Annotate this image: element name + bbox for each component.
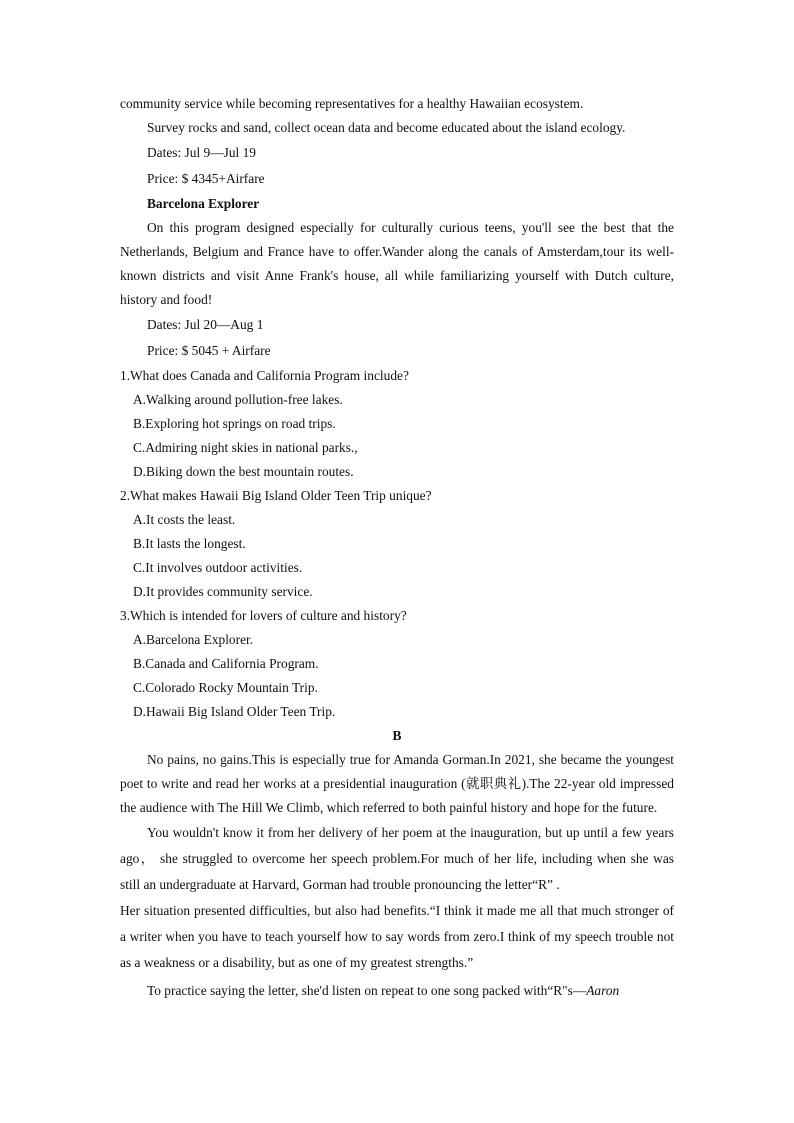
passage-b-paragraph-4 bbox=[120, 978, 674, 1004]
question-1-option-b: B.Exploring hot springs on road trips. bbox=[133, 416, 336, 431]
question-2-option-b: B.It lasts the longest. bbox=[133, 536, 246, 551]
question-3-option-b: B.Canada and California Program. bbox=[133, 656, 319, 671]
question-1-option-d: D.Biking down the best mountain routes. bbox=[133, 464, 354, 479]
question-3 bbox=[120, 604, 674, 724]
question-1-options bbox=[120, 388, 674, 484]
question-2-option-c: C.It involves outdoor activities. bbox=[133, 560, 303, 575]
passage-b-paragraph-3: Her situation presented difficulties, but also had benefits.“I think it made me all that much stronger of a writer when you have to teach yourself how to say words from zero.I think of my speech trouble not as a weakness or a disability, but as one of my greatest strengths.” bbox=[120, 903, 674, 970]
question-2-option-d: D.It provides community service. bbox=[133, 584, 313, 599]
passage-b-paragraph-2: You wouldn't know it from her delivery of her poem at the inauguration, but up until a few years ago， she struggled to overcome her speech problem.For much of her life, including when she was still an undergraduate at Harvard, Gorman had trouble pronouncing the letter“R” . bbox=[120, 825, 674, 892]
barcelona-explorer-description: On this program designed especially for culturally curious teens, you'll see the best that the Netherlands, Belgium and France have to offer.Wander along the canals of Amsterdam,tour its well-known districts and visit Anne Frank's house, all while familiarizing yourself with Dutch culture, history and food! bbox=[120, 220, 674, 307]
barcelona-explorer-price: Price: $ 5045 + Airfare bbox=[147, 343, 271, 358]
question-1-stem: 1.What does Canada and California Program include? bbox=[120, 368, 409, 383]
question-3-option-a: A.Barcelona Explorer. bbox=[133, 632, 254, 647]
question-1-option-c: C.Admiring night skies in national parks., bbox=[133, 440, 358, 455]
passage-b-letter: B bbox=[392, 728, 402, 743]
question-2 bbox=[120, 484, 674, 604]
question-2-options bbox=[120, 508, 674, 604]
hawaii-trip-price: Price: $ 4345+Airfare bbox=[147, 171, 265, 186]
question-3-stem: 3.Which is intended for lovers of culture and history? bbox=[120, 608, 407, 623]
question-2-stem: 2.What makes Hawaii Big Island Older Teen Trip unique? bbox=[120, 488, 432, 503]
question-1-option-a: A.Walking around pollution-free lakes. bbox=[133, 392, 343, 407]
question-1 bbox=[120, 364, 674, 484]
hawaii-trip-detail: Survey rocks and sand, collect ocean data and become educated about the island ecology. bbox=[147, 120, 626, 135]
question-3-option-c: C.Colorado Rocky Mountain Trip. bbox=[133, 680, 318, 695]
barcelona-explorer-heading: Barcelona Explorer bbox=[147, 196, 260, 211]
question-3-option-d: D.Hawaii Big Island Older Teen Trip. bbox=[133, 704, 336, 719]
hawaii-trip-dates: Dates: Jul 9—Jul 19 bbox=[147, 145, 256, 160]
question-3-options bbox=[120, 628, 674, 724]
document-page bbox=[120, 92, 674, 1004]
question-2-option-a: A.It costs the least. bbox=[133, 512, 236, 527]
passage-b-paragraph-4-text: To practice saying the letter, she'd listen on repeat to one song packed with“R"s— bbox=[147, 983, 587, 998]
passage-b-paragraph-1: No pains, no gains.This is especially true for Amanda Gorman.In 2021, she became the youngest poet to write and read her works at a presidential inauguration (就职典礼).The 22-year old impressed the audience with The Hill We Climb, which referred to both painful history and hope for the future. bbox=[120, 752, 674, 815]
song-title: Aaron bbox=[586, 983, 620, 998]
barcelona-explorer-dates: Dates: Jul 20—Aug 1 bbox=[147, 317, 264, 332]
passage-a-continued-text: community service while becoming representatives for a healthy Hawaiian ecosystem. bbox=[120, 96, 584, 111]
